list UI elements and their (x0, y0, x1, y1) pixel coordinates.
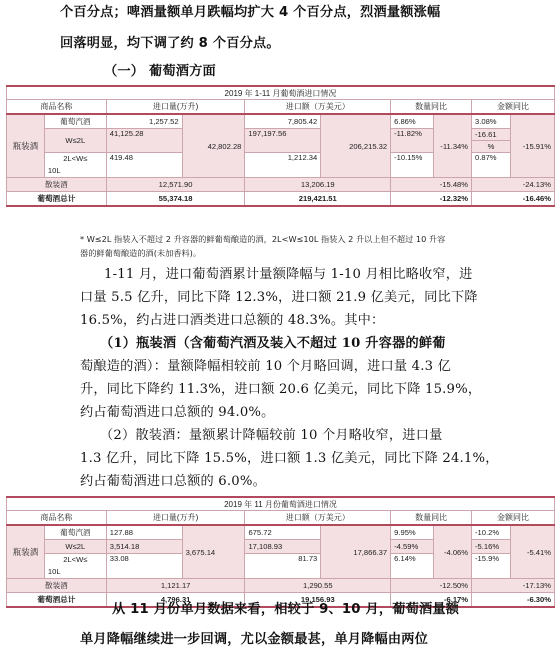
total-row-name: 葡萄酒总计 (7, 192, 107, 207)
header-volume-yoy: 数量同比 (391, 511, 472, 526)
paragraph-line: 单月降幅继续进一步回调，尤以金额最甚，单月降幅由两位 (80, 632, 429, 647)
header-name: 商品名称 (7, 100, 107, 115)
bottled-total-volume: 3,675.14 (182, 525, 245, 579)
wine-import-table-nov (6, 496, 555, 608)
cell-volume-yoy: -11.82% (391, 129, 434, 153)
header-value-yoy: 金额同比 (472, 100, 555, 115)
cell-value-yoy: -15.9% (472, 554, 511, 579)
row-name-part2: 10L (47, 567, 61, 576)
total-value: 219,421.51 (245, 192, 391, 207)
paragraph-line: 升，同比下降约 11.3%，进口额 20.6 亿美元，同比下降 15.9%， (80, 382, 482, 397)
header-volume: 进口量(万升) (106, 511, 245, 526)
paragraph-line: 个百分点；啤酒量额单月跌幅均扩大 4 个百分点，烈酒量额涨幅 (60, 5, 441, 20)
bulk-row-name: 散装酒 (7, 579, 107, 593)
paragraph-line: 回落明显，均下调了约 8 个百分点。 (60, 36, 280, 51)
cell-volume-yoy: 6.14% (391, 554, 434, 579)
cell-volume-yoy: 6.86% (391, 114, 434, 129)
paragraph-line: 16.5%，约占进口酒类进口总额的 48.3%。其中： (80, 313, 385, 328)
row-name-part1: 2L<W≤ (63, 154, 88, 163)
row-name-part1: 2L<W≤ (63, 555, 88, 564)
bulk-value: 1,290.55 (245, 579, 391, 593)
bottled-total-value: 17,866.37 (321, 525, 391, 579)
footnote-line: 器的鲜葡萄酿造的酒(未加香料)。 (80, 248, 202, 258)
cell-volume: 3,514.18 (106, 540, 182, 554)
cell-value-yoy: -5.16% (472, 540, 511, 554)
table-caption: 2019 年 1-11 月葡萄酒进口情况 (7, 86, 555, 100)
row-name-part2: 10L (47, 166, 61, 175)
row-name: 葡萄汽酒 (44, 525, 106, 540)
cell-volume: 419.48 (106, 153, 182, 178)
paragraph-line: 萄酿造的酒）：量额降幅相较前 10 个月略回调，进口量 4.3 亿 (80, 359, 452, 374)
row-name (44, 153, 106, 178)
paragraph-line: 口量 5.5 亿升，同比下降 12.3%，进口额 21.9 亿美元，同比下降 (80, 290, 478, 305)
bulk-row-name: 散装酒 (7, 178, 107, 192)
cell-volume: 41,125.28 (106, 129, 182, 153)
total-value-yoy: -6.30% (472, 593, 555, 608)
cell-volume-yoy: -4.59% (391, 540, 434, 554)
cell-volume-yoy: 9.95% (391, 525, 434, 540)
bulk-volume-yoy: -12.50% (391, 579, 472, 593)
bottled-total-volume-yoy: -11.34% (434, 114, 472, 178)
total-volume-yoy: -12.32% (391, 192, 472, 207)
bottled-total-value: 206,215.32 (321, 114, 391, 178)
header-value: 进口额（万美元） (245, 100, 391, 115)
footnote-line: * W≤2L 指装入不超过 2 升容器的鲜葡萄酿造的酒，2L<W≤10L 指装入 2 升以上但不超过 10 升容 (80, 234, 446, 244)
row-name: 葡萄汽酒 (44, 114, 106, 129)
cell-volume: 33.08 (106, 554, 182, 579)
row-name: W≤2L (44, 129, 106, 153)
cell-volume-yoy: -10.15% (391, 153, 434, 178)
section-heading: （一） 葡萄酒方面 (104, 64, 216, 79)
table-caption: 2019 年 11 月份葡萄酒进口情况 (7, 497, 555, 511)
cell-value: 7,805.42 (245, 114, 321, 129)
bottled-total-volume-yoy: -4.06% (434, 525, 472, 579)
cell-value: 17,108.93 (245, 540, 321, 554)
wine-import-table-jan-nov (6, 85, 555, 207)
header-volume: 进口量(万升) (106, 100, 245, 115)
cell-value-yoy-unit: % (472, 141, 511, 153)
bulk-value-yoy: -24.13% (472, 178, 555, 192)
paragraph-line: 1.3 亿升，同比下降 15.5%，进口额 1.3 亿美元，同比下降 24.1%， (80, 451, 499, 466)
bulk-value-yoy: -17.13% (472, 579, 555, 593)
bulk-volume: 1,121.17 (106, 579, 245, 593)
row-name (44, 554, 106, 579)
cell-volume: 1,257.52 (106, 114, 182, 129)
paragraph-line: （1）瓶装酒（含葡萄汽酒及装入不超过 10 升容器的鲜葡 (100, 336, 446, 351)
cell-value-yoy: 0.87% (472, 153, 511, 178)
bulk-value: 13,206.19 (245, 178, 391, 192)
header-name: 商品名称 (7, 511, 107, 526)
header-value: 进口额（万美元） (245, 511, 391, 526)
total-value-yoy: -16.46% (472, 192, 555, 207)
cell-volume: 127.88 (106, 525, 182, 540)
bottled-group-label: 瓶装酒 (7, 525, 45, 579)
bulk-volume-yoy: -15.48% (391, 178, 472, 192)
paragraph-line: 约占葡萄酒进口总额的 6.0%。 (80, 474, 266, 489)
bottled-total-value-yoy: -5.41% (510, 525, 554, 579)
total-volume: 4,796.31 (106, 593, 245, 608)
total-volume: 55,374.18 (106, 192, 245, 207)
cell-value: 1,212.34 (245, 153, 321, 178)
cell-value: 197,197.56 (245, 129, 321, 153)
bulk-volume: 12,571.90 (106, 178, 245, 192)
cell-value-yoy: 3.08% (472, 114, 511, 129)
cell-value: 81.73 (245, 554, 321, 579)
paragraph-line: 约占葡萄酒进口总额的 94.0%。 (80, 405, 275, 420)
cell-value-yoy: -16.61 (472, 129, 511, 141)
header-value-yoy: 金额同比 (472, 511, 555, 526)
total-row-name: 葡萄酒总计 (7, 593, 107, 608)
paragraph-line: （2）散装酒：量额累计降幅较前 10 个月略收窄，进口量 (100, 428, 443, 443)
bottled-total-volume: 42,802.28 (182, 114, 245, 178)
bottled-total-value-yoy: -15.91% (510, 114, 554, 178)
total-volume-yoy: -6.17% (391, 593, 472, 608)
header-volume-yoy: 数量同比 (391, 100, 472, 115)
cell-value-yoy: -10.2% (472, 525, 511, 540)
row-name: W≤2L (44, 540, 106, 554)
bottled-group-label: 瓶装酒 (7, 114, 45, 178)
paragraph-line: 从 11 月份单月数据来看，相较于 9、10 月，葡萄酒量额 (112, 602, 460, 617)
total-value: 19,156.93 (245, 593, 391, 608)
cell-value: 675.72 (245, 525, 321, 540)
paragraph-line: 1-11 月，进口葡萄酒累计量额降幅与 1-10 月相比略收窄，进 (104, 267, 473, 282)
